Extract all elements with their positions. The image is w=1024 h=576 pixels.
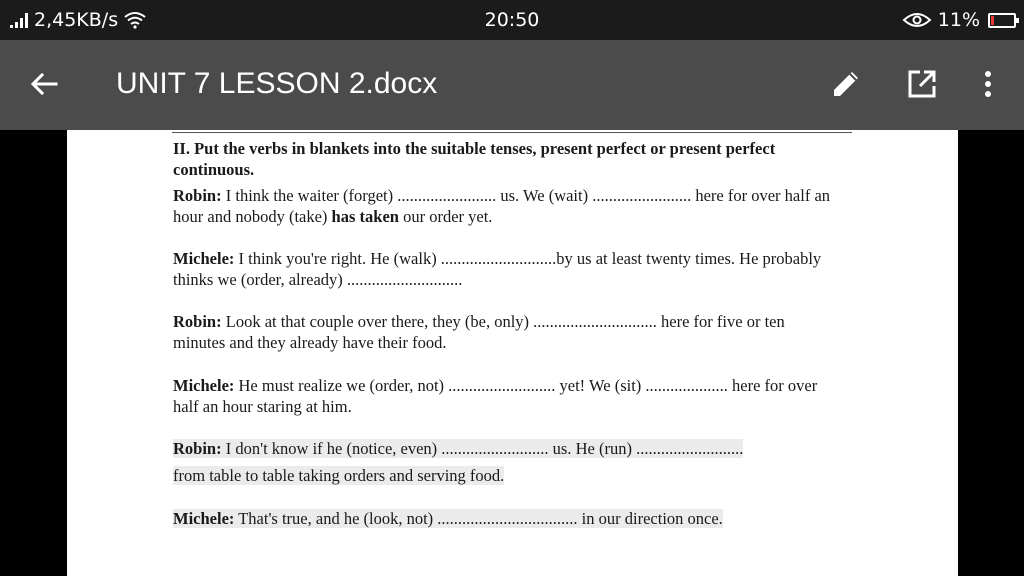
- dialogue-paragraph: Robin: I don't know if he (notice, even) .......................... us. He (run) .......................... from table to table taking orders and serving food.: [173, 439, 744, 485]
- speaker-label: Robin:: [173, 186, 222, 205]
- speaker-label: Michele:: [173, 376, 235, 395]
- back-arrow-icon[interactable]: [24, 64, 64, 104]
- battery-percent: 11%: [937, 9, 980, 31]
- dialogue-paragraph: Michele: He must realize we (order, not) .......................... yet! We (sit) .................... here for over half an hour staring at him.: [173, 376, 818, 416]
- battery-icon: [988, 13, 1016, 28]
- eye-icon: [902, 12, 932, 28]
- dialogue-paragraph: Michele: I think you're right. He (walk) ............................by us at least twenty times. He probably thinks we (order, already) ............................: [173, 249, 822, 289]
- document-title: UNIT 7 LESSON 2.docx: [116, 67, 438, 100]
- speaker-label: Michele:: [173, 249, 235, 268]
- open-external-icon[interactable]: [902, 64, 942, 104]
- edit-pencil-icon[interactable]: [826, 64, 866, 104]
- exercise-heading: II. Put the verbs in blankets into the suitable tenses, present perfect or present perfect continuous.: [173, 139, 776, 179]
- dialogue-paragraph: Robin: I think the waiter (forget) ........................ us. We (wait) ........................ here for over half an hour and nobody (take) has taken our order yet.: [173, 186, 831, 226]
- document-page: [67, 130, 958, 576]
- data-speed: 2,45KB/s: [34, 9, 119, 31]
- dialogue-paragraph: Robin: Look at that couple over there, they (be, only) .............................. here for five or ten minutes and they already have their food.: [173, 312, 785, 352]
- status-bar: [0, 0, 1024, 40]
- speaker-label: Michele:: [173, 509, 235, 528]
- speaker-label: Robin:: [173, 439, 222, 458]
- divider: [172, 132, 852, 133]
- clock: 20:50: [484, 9, 540, 31]
- more-vert-icon[interactable]: [968, 64, 1008, 104]
- status-right: [902, 9, 1016, 31]
- dialogue-paragraph: Michele: That's true, and he (look, not) .................................. in our direction once.: [173, 509, 723, 528]
- speaker-label: Robin:: [173, 312, 222, 331]
- app-bar: [0, 40, 1024, 130]
- document-viewer[interactable]: [0, 130, 1024, 576]
